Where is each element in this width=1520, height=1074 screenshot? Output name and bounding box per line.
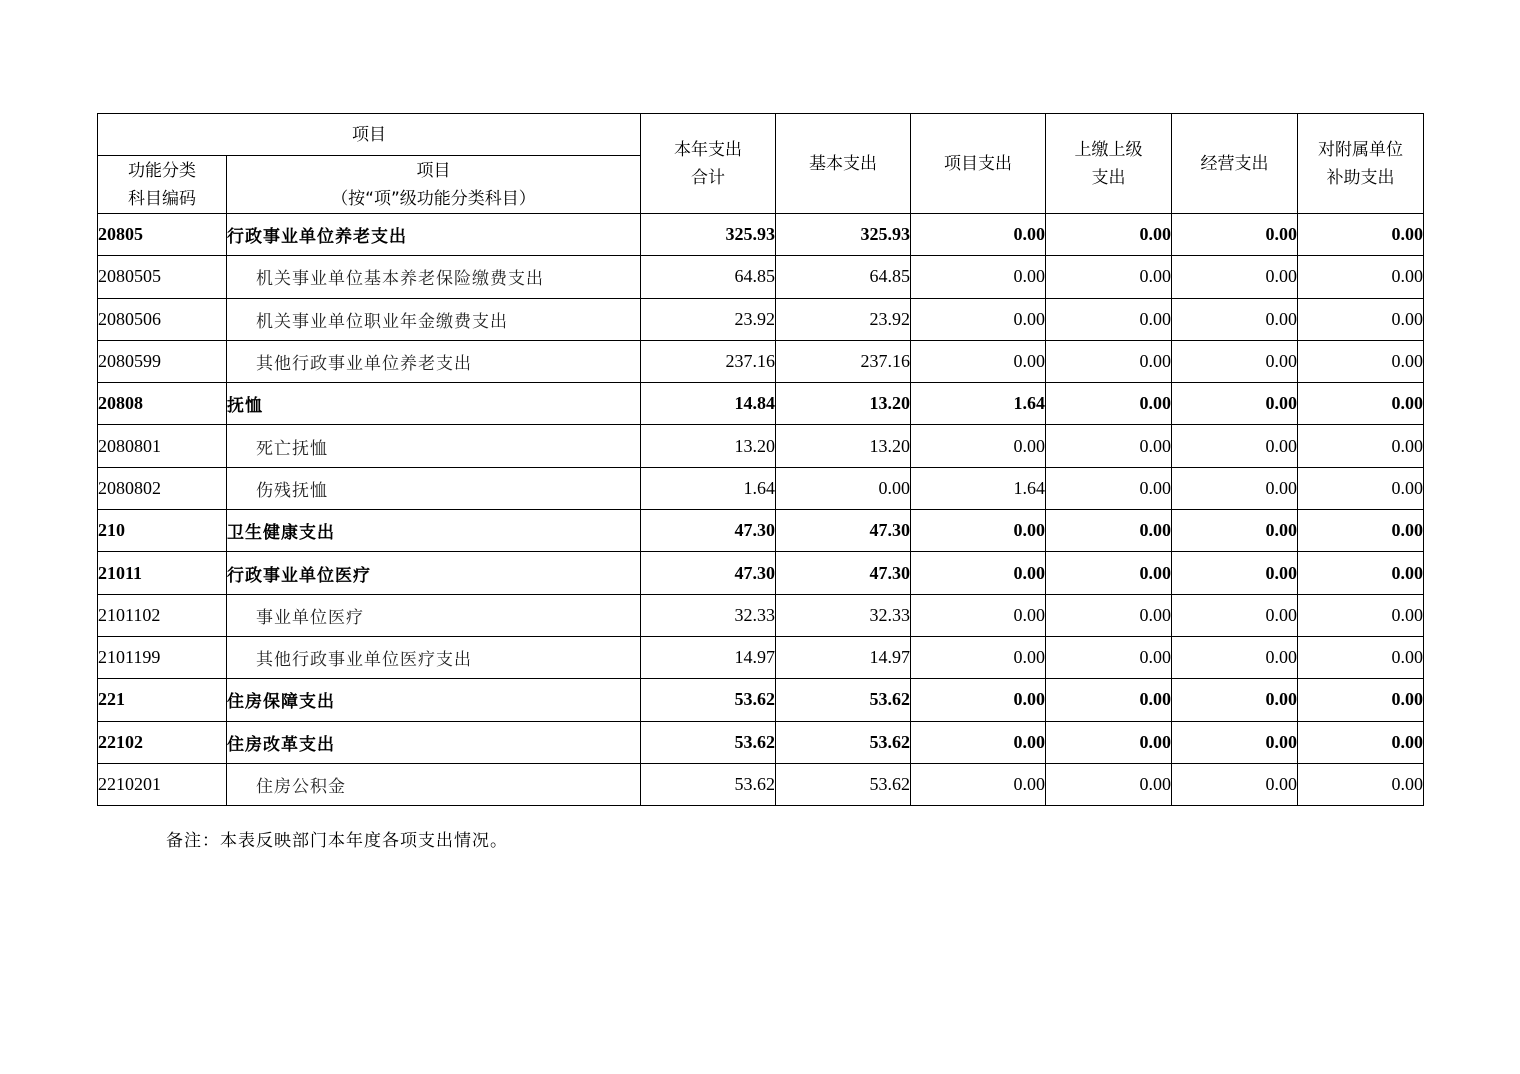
cell-subsidy: 0.00 — [1298, 425, 1424, 467]
header-subsidy-line2: 补助支出 — [1326, 167, 1395, 188]
header-subsidy — [1298, 114, 1424, 214]
cell-basic: 47.30 — [776, 552, 911, 594]
header-group-item: 项目 — [98, 114, 641, 156]
cell-name: 行政事业单位养老支出 — [227, 214, 641, 256]
cell-project: 0.00 — [911, 763, 1046, 805]
cell-upper: 0.00 — [1046, 298, 1172, 340]
cell-subsidy: 0.00 — [1298, 594, 1424, 636]
cell-subsidy: 0.00 — [1298, 256, 1424, 298]
header-total — [641, 114, 776, 214]
cell-name: 伤残抚恤 — [227, 467, 641, 509]
table-row — [98, 467, 1424, 509]
cell-upper: 0.00 — [1046, 425, 1172, 467]
cell-code: 2080506 — [98, 298, 227, 340]
cell-business: 0.00 — [1172, 214, 1298, 256]
cell-code: 21011 — [98, 552, 227, 594]
table-row — [98, 298, 1424, 340]
cell-total: 237.16 — [641, 340, 776, 382]
cell-basic: 0.00 — [776, 467, 911, 509]
cell-total: 47.30 — [641, 510, 776, 552]
header-subsidy-line1: 对附属单位 — [1318, 139, 1403, 160]
cell-name: 其他行政事业单位养老支出 — [227, 340, 641, 382]
cell-total: 47.30 — [641, 552, 776, 594]
cell-project: 0.00 — [911, 721, 1046, 763]
cell-code: 210 — [98, 510, 227, 552]
cell-business: 0.00 — [1172, 256, 1298, 298]
cell-name: 行政事业单位医疗 — [227, 552, 641, 594]
cell-code: 2101102 — [98, 594, 227, 636]
header-total-line1: 本年支出 — [674, 139, 742, 160]
cell-business: 0.00 — [1172, 594, 1298, 636]
cell-code: 2080802 — [98, 467, 227, 509]
header-basic: 基本支出 — [776, 114, 911, 214]
cell-upper: 0.00 — [1046, 763, 1172, 805]
cell-business: 0.00 — [1172, 510, 1298, 552]
cell-business: 0.00 — [1172, 679, 1298, 721]
cell-upper: 0.00 — [1046, 636, 1172, 678]
expenditure-table — [97, 113, 1424, 806]
header-total-line2: 合计 — [691, 167, 725, 188]
cell-code: 22102 — [98, 721, 227, 763]
cell-basic: 32.33 — [776, 594, 911, 636]
table-row — [98, 510, 1424, 552]
cell-name: 住房公积金 — [227, 763, 641, 805]
cell-subsidy: 0.00 — [1298, 636, 1424, 678]
cell-business: 0.00 — [1172, 340, 1298, 382]
cell-upper: 0.00 — [1046, 594, 1172, 636]
cell-business: 0.00 — [1172, 467, 1298, 509]
cell-subsidy: 0.00 — [1298, 214, 1424, 256]
cell-upper: 0.00 — [1046, 383, 1172, 425]
cell-subsidy: 0.00 — [1298, 467, 1424, 509]
cell-project: 1.64 — [911, 383, 1046, 425]
header-code — [98, 156, 227, 214]
table-header — [98, 114, 1424, 214]
cell-total: 53.62 — [641, 679, 776, 721]
cell-project: 0.00 — [911, 552, 1046, 594]
header-upper — [1046, 114, 1172, 214]
cell-project: 0.00 — [911, 510, 1046, 552]
table-row — [98, 214, 1424, 256]
cell-total: 1.64 — [641, 467, 776, 509]
cell-total: 64.85 — [641, 256, 776, 298]
cell-code: 2210201 — [98, 763, 227, 805]
cell-upper: 0.00 — [1046, 467, 1172, 509]
cell-code: 2101199 — [98, 636, 227, 678]
cell-code: 2080801 — [98, 425, 227, 467]
header-upper-line2: 支出 — [1091, 167, 1126, 188]
table-row — [98, 636, 1424, 678]
cell-subsidy: 0.00 — [1298, 679, 1424, 721]
cell-total: 23.92 — [641, 298, 776, 340]
cell-code: 221 — [98, 679, 227, 721]
cell-total: 325.93 — [641, 214, 776, 256]
table-row — [98, 256, 1424, 298]
cell-code: 2080505 — [98, 256, 227, 298]
cell-project: 1.64 — [911, 467, 1046, 509]
header-name-line2: （按“项”级功能分类科目） — [331, 188, 536, 209]
cell-project: 0.00 — [911, 298, 1046, 340]
header-name — [227, 156, 641, 214]
header-upper-line1: 上缴上级 — [1074, 139, 1143, 160]
cell-basic: 53.62 — [776, 679, 911, 721]
table-row — [98, 594, 1424, 636]
cell-project: 0.00 — [911, 214, 1046, 256]
cell-basic: 14.97 — [776, 636, 911, 678]
cell-subsidy: 0.00 — [1298, 763, 1424, 805]
cell-business: 0.00 — [1172, 721, 1298, 763]
cell-basic: 23.92 — [776, 298, 911, 340]
table-row — [98, 340, 1424, 382]
cell-basic: 237.16 — [776, 340, 911, 382]
cell-name: 死亡抚恤 — [227, 425, 641, 467]
cell-upper: 0.00 — [1046, 340, 1172, 382]
cell-name: 事业单位医疗 — [227, 594, 641, 636]
cell-project: 0.00 — [911, 256, 1046, 298]
cell-upper: 0.00 — [1046, 510, 1172, 552]
cell-upper: 0.00 — [1046, 214, 1172, 256]
cell-project: 0.00 — [911, 636, 1046, 678]
cell-name: 住房改革支出 — [227, 721, 641, 763]
cell-basic: 325.93 — [776, 214, 911, 256]
cell-upper: 0.00 — [1046, 552, 1172, 594]
footnote: 备注：本表反映部门本年度各项支出情况。 — [166, 831, 508, 851]
cell-code: 2080599 — [98, 340, 227, 382]
cell-basic: 13.20 — [776, 383, 911, 425]
cell-business: 0.00 — [1172, 425, 1298, 467]
cell-name: 机关事业单位职业年金缴费支出 — [227, 298, 641, 340]
cell-business: 0.00 — [1172, 298, 1298, 340]
cell-name: 住房保障支出 — [227, 679, 641, 721]
cell-basic: 64.85 — [776, 256, 911, 298]
header-code-line2: 科目编码 — [128, 188, 196, 209]
cell-project: 0.00 — [911, 594, 1046, 636]
table-row — [98, 552, 1424, 594]
header-business: 经营支出 — [1172, 114, 1298, 214]
cell-code: 20808 — [98, 383, 227, 425]
cell-business: 0.00 — [1172, 552, 1298, 594]
cell-total: 32.33 — [641, 594, 776, 636]
cell-subsidy: 0.00 — [1298, 552, 1424, 594]
cell-upper: 0.00 — [1046, 256, 1172, 298]
cell-total: 14.97 — [641, 636, 776, 678]
cell-project: 0.00 — [911, 425, 1046, 467]
header-project: 项目支出 — [911, 114, 1046, 214]
cell-subsidy: 0.00 — [1298, 298, 1424, 340]
table-row — [98, 679, 1424, 721]
table-row — [98, 425, 1424, 467]
cell-name: 抚恤 — [227, 383, 641, 425]
cell-basic: 53.62 — [776, 721, 911, 763]
cell-total: 53.62 — [641, 763, 776, 805]
cell-business: 0.00 — [1172, 636, 1298, 678]
cell-project: 0.00 — [911, 340, 1046, 382]
cell-upper: 0.00 — [1046, 721, 1172, 763]
cell-basic: 47.30 — [776, 510, 911, 552]
cell-subsidy: 0.00 — [1298, 340, 1424, 382]
cell-business: 0.00 — [1172, 763, 1298, 805]
cell-upper: 0.00 — [1046, 679, 1172, 721]
table-row — [98, 721, 1424, 763]
cell-name: 卫生健康支出 — [227, 510, 641, 552]
cell-name: 其他行政事业单位医疗支出 — [227, 636, 641, 678]
cell-project: 0.00 — [911, 679, 1046, 721]
cell-basic: 13.20 — [776, 425, 911, 467]
table-row — [98, 383, 1424, 425]
cell-code: 20805 — [98, 214, 227, 256]
cell-total: 14.84 — [641, 383, 776, 425]
cell-basic: 53.62 — [776, 763, 911, 805]
table-row — [98, 763, 1424, 805]
header-name-line1: 项目 — [416, 160, 451, 181]
cell-subsidy: 0.00 — [1298, 721, 1424, 763]
table-body — [98, 214, 1424, 806]
header-code-line1: 功能分类 — [128, 160, 196, 181]
cell-name: 机关事业单位基本养老保险缴费支出 — [227, 256, 641, 298]
cell-subsidy: 0.00 — [1298, 510, 1424, 552]
cell-total: 53.62 — [641, 721, 776, 763]
cell-business: 0.00 — [1172, 383, 1298, 425]
cell-total: 13.20 — [641, 425, 776, 467]
cell-subsidy: 0.00 — [1298, 383, 1424, 425]
